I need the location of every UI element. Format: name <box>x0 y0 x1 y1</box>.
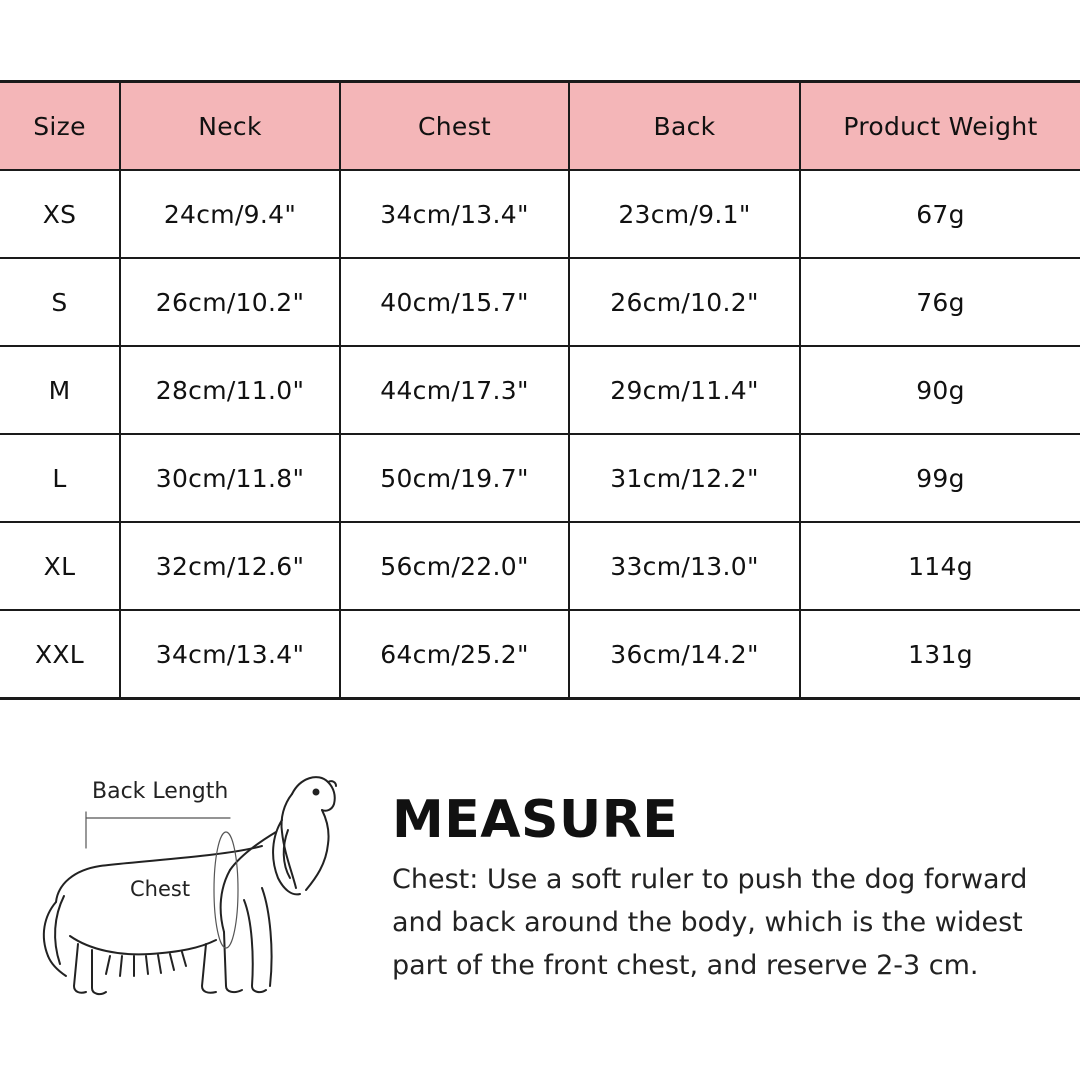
measure-instructions: Chest: Use a soft ruler to push the dog forward and back around the body, which is the widest part of the front chest, and reserve 2-3 cm. <box>392 864 1028 981</box>
cell-weight: 67g <box>800 170 1080 258</box>
cell-back: 26cm/10.2" <box>569 258 800 346</box>
cell-chest: 64cm/25.2" <box>340 610 569 699</box>
cell-back: 36cm/14.2" <box>569 610 800 699</box>
cell-back: 23cm/9.1" <box>569 170 800 258</box>
cell-chest: 44cm/17.3" <box>340 346 569 434</box>
cell-chest: 40cm/15.7" <box>340 258 569 346</box>
header-back: Back <box>569 82 800 171</box>
table-row <box>0 522 1080 610</box>
table-row <box>0 258 1080 346</box>
cell-neck: 24cm/9.4" <box>120 170 340 258</box>
cell-chest: 34cm/13.4" <box>340 170 569 258</box>
dog-measurement-illustration <box>30 760 350 1020</box>
table-row <box>0 610 1080 699</box>
dog-outline-icon <box>30 760 350 1020</box>
cell-size: XXL <box>0 610 120 699</box>
table-row <box>0 434 1080 522</box>
cell-weight: 90g <box>800 346 1080 434</box>
cell-size: M <box>0 346 120 434</box>
cell-back: 31cm/12.2" <box>569 434 800 522</box>
cell-weight: 131g <box>800 610 1080 699</box>
measure-heading: MEASURE <box>392 790 679 850</box>
header-neck: Neck <box>120 82 340 171</box>
chest-label: Chest <box>130 877 191 901</box>
cell-weight: 76g <box>800 258 1080 346</box>
cell-size: S <box>0 258 120 346</box>
table-header-row <box>0 82 1080 171</box>
table-row <box>0 170 1080 258</box>
cell-neck: 28cm/11.0" <box>120 346 340 434</box>
header-chest: Chest <box>340 82 569 171</box>
header-product-weight: Product Weight <box>800 82 1080 171</box>
cell-neck: 30cm/11.8" <box>120 434 340 522</box>
cell-weight: 114g <box>800 522 1080 610</box>
cell-back: 33cm/13.0" <box>569 522 800 610</box>
cell-weight: 99g <box>800 434 1080 522</box>
cell-chest: 50cm/19.7" <box>340 434 569 522</box>
size-chart-table <box>0 80 1080 700</box>
cell-back: 29cm/11.4" <box>569 346 800 434</box>
header-size: Size <box>0 82 120 171</box>
cell-size: L <box>0 434 120 522</box>
table-row <box>0 346 1080 434</box>
cell-chest: 56cm/22.0" <box>340 522 569 610</box>
cell-neck: 34cm/13.4" <box>120 610 340 699</box>
cell-size: XL <box>0 522 120 610</box>
cell-neck: 32cm/12.6" <box>120 522 340 610</box>
cell-size: XS <box>0 170 120 258</box>
cell-neck: 26cm/10.2" <box>120 258 340 346</box>
back-length-label: Back Length <box>92 779 229 804</box>
